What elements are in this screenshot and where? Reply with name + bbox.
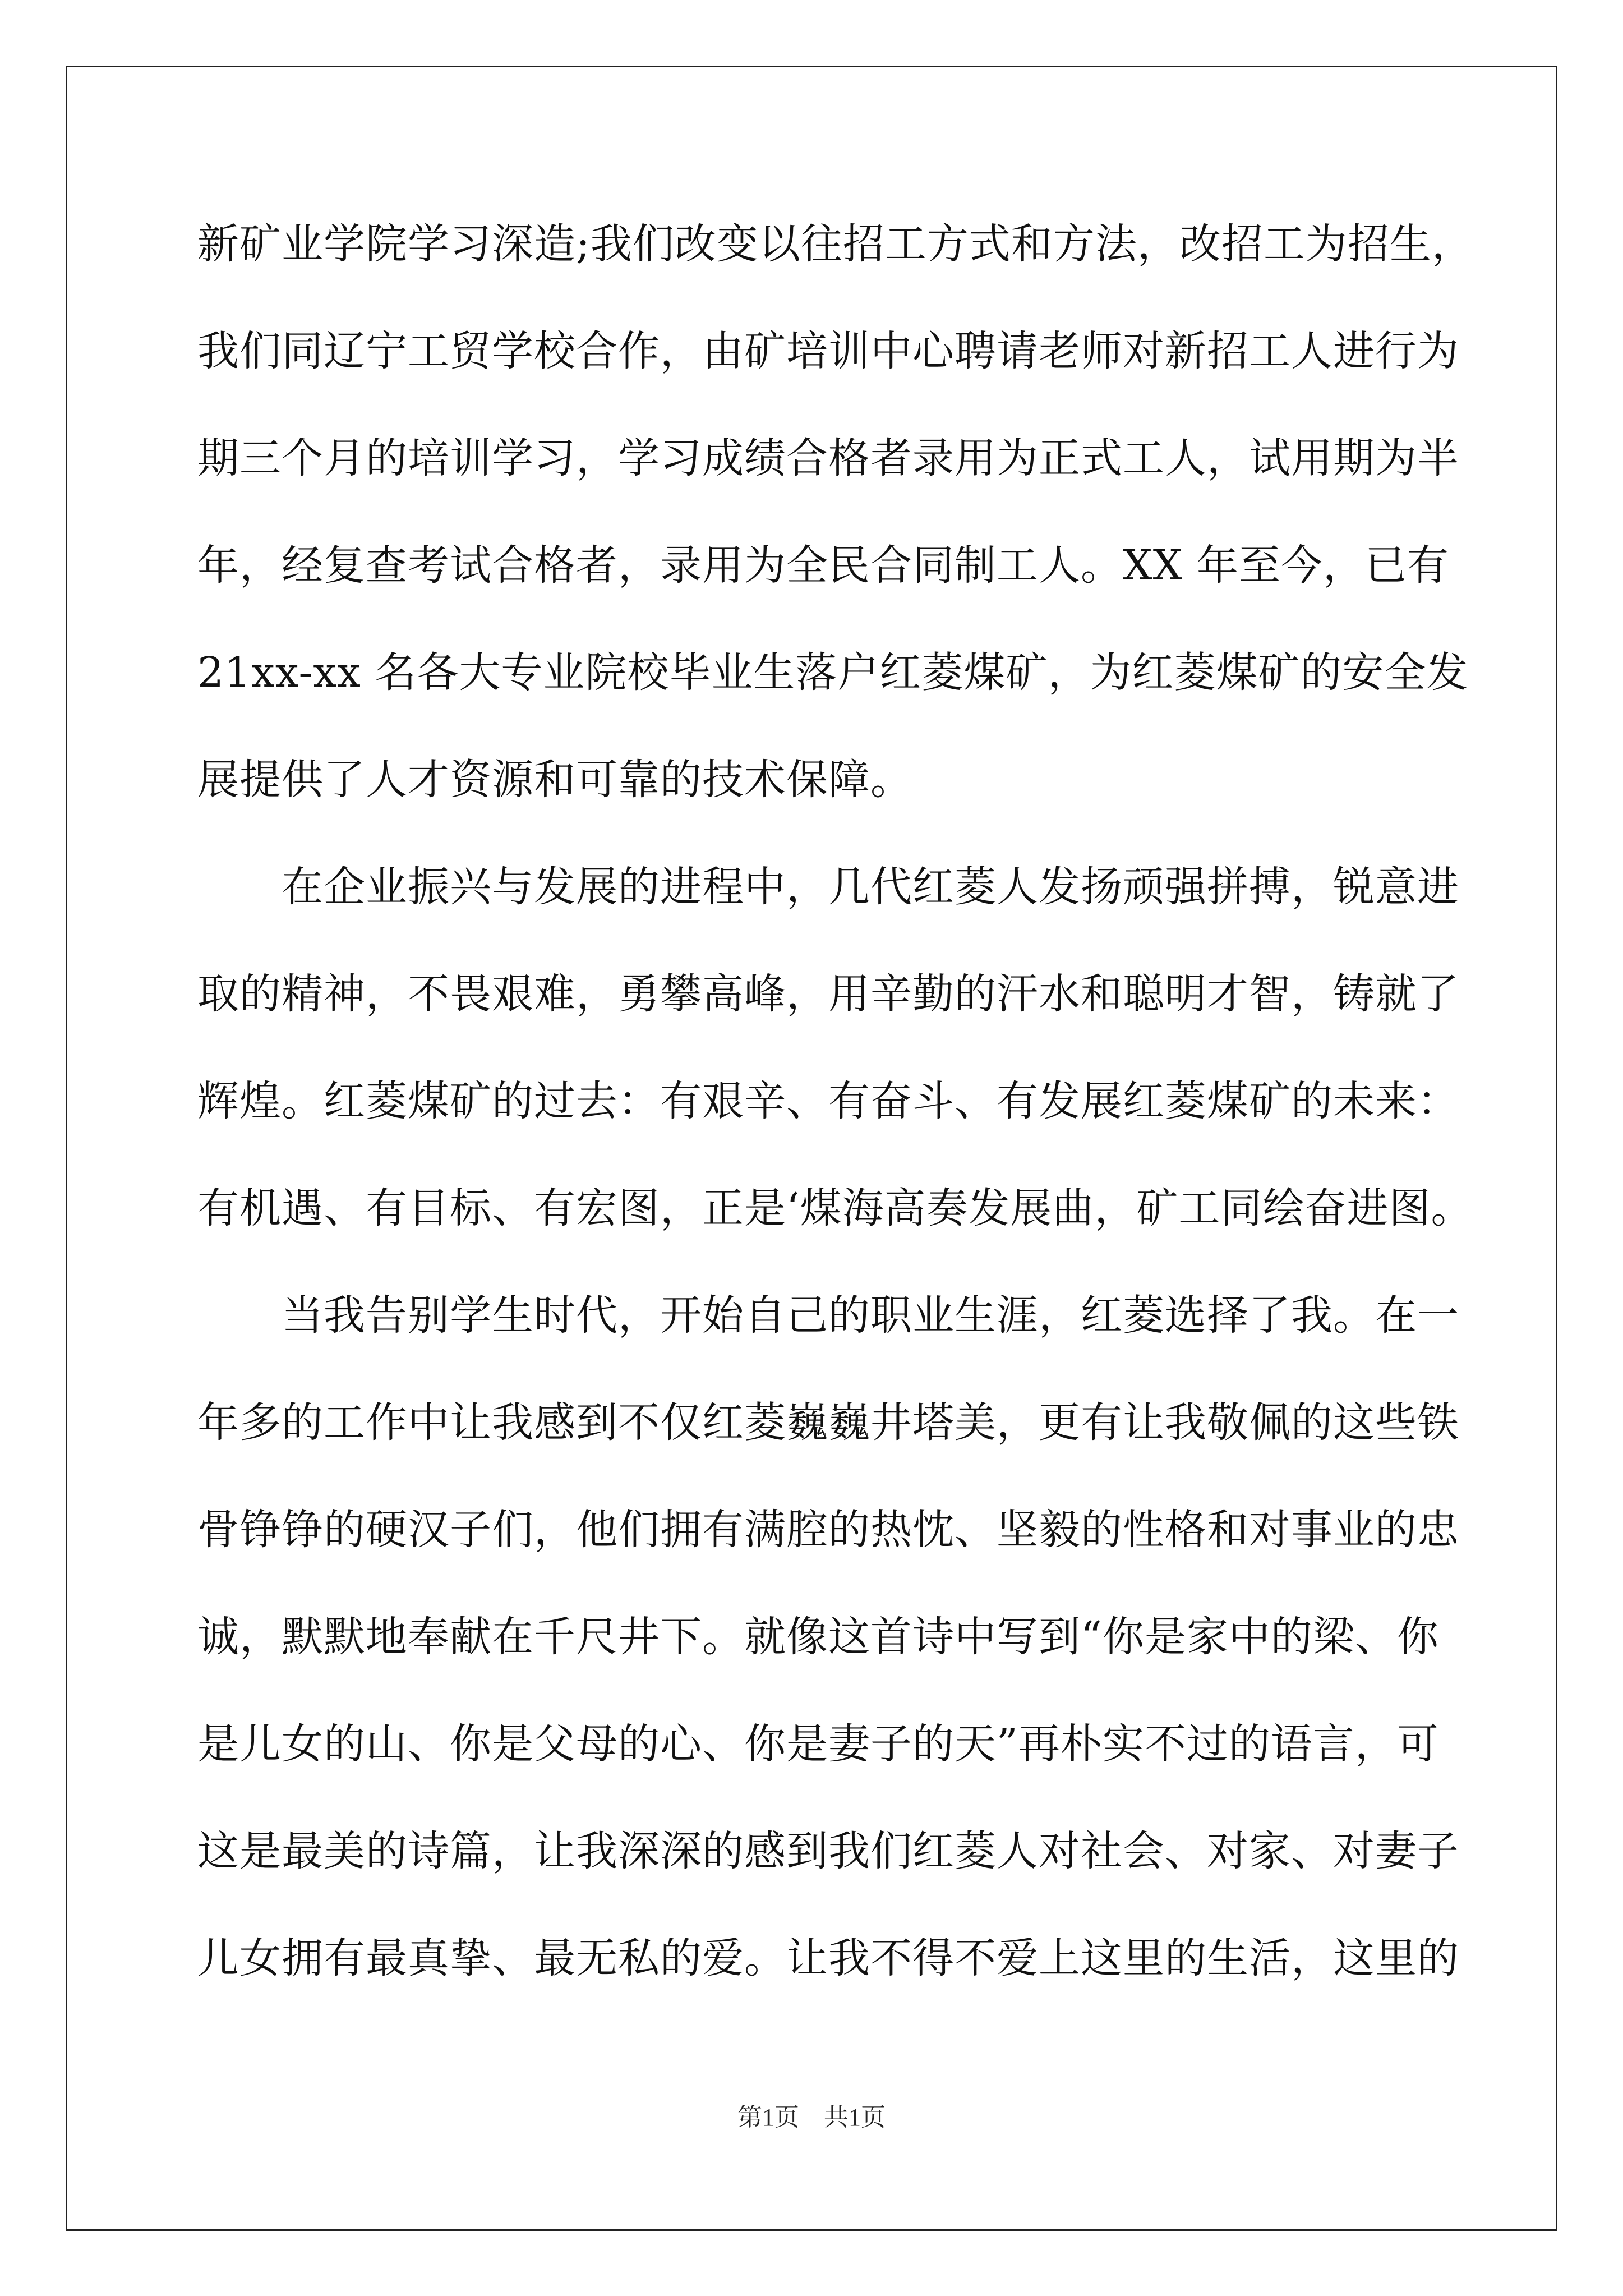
text-line: 取的精神，不畏艰难，勇攀高峰，用辛勤的汗水和聪明才智，铸就了 — [197, 970, 1459, 1018]
text-line: 骨铮铮的硬汉子们，他们拥有满腔的热忱、坚毅的性格和对事业的忠 — [197, 1506, 1459, 1554]
paragraph-3 — [197, 1262, 1459, 2012]
text-line: 辉煌。红菱煤矿的过去：有艰辛、有奋斗、有发展红菱煤矿的未来： — [197, 1077, 1459, 1125]
text-line: 诚，默默地奉献在千尺井下。就像这首诗中写到“你是家中的梁、你 — [197, 1613, 1439, 1661]
text-line: 期三个月的培训学习，学习成绩合格者录用为正式工人，试用期为半 — [197, 434, 1459, 482]
text-line: 我们同辽宁工贸学校合作，由矿培训中心聘请老师对新招工人进行为 — [197, 327, 1459, 375]
text-line: 21xx-xx 名各大专业院校毕业生落户红菱煤矿，为红菱煤矿的安全发 — [197, 648, 1469, 697]
text-line: 当我告别学生时代，开始自己的职业生涯，红菱选择了我。在一 — [282, 1291, 1459, 1340]
text-line: 有机遇、有目标、有宏图，正是‘煤海高奏发展曲，矿工同绘奋进图。 — [197, 1184, 1473, 1232]
document-body — [197, 191, 1474, 2012]
paragraph-2 — [197, 834, 1473, 1262]
text-line: 儿女拥有最真挚、最无私的爱。让我不得不爱上这里的生活，这里的 — [197, 1934, 1459, 1982]
page-footer: 第1页 共1页 — [737, 2104, 886, 2131]
text-line: 是儿女的山、你是父母的心、你是妻子的天”再朴实不过的语言，可 — [197, 1720, 1439, 1768]
text-line: 在企业振兴与发展的进程中，几代红菱人发扬顽强拼搏，锐意进 — [282, 863, 1459, 911]
text-line: 这是最美的诗篇，让我深深的感到我们红菱人对社会、对家、对妻子 — [197, 1827, 1459, 1875]
text-line: 年，经复查考试合格者，录用为全民合同制工人。XX 年至今，已有 — [197, 541, 1449, 590]
text-line: 年多的工作中让我感到不仅红菱巍巍井塔美，更有让我敬佩的这些铁 — [197, 1398, 1459, 1447]
text-line: 新矿业学院学习深造;我们改变以往招工方式和方法，改招工为招生， — [197, 220, 1474, 268]
text-line: 展提供了人才资源和可靠的技术保障。 — [197, 756, 912, 804]
paragraph-1 — [197, 191, 1474, 834]
